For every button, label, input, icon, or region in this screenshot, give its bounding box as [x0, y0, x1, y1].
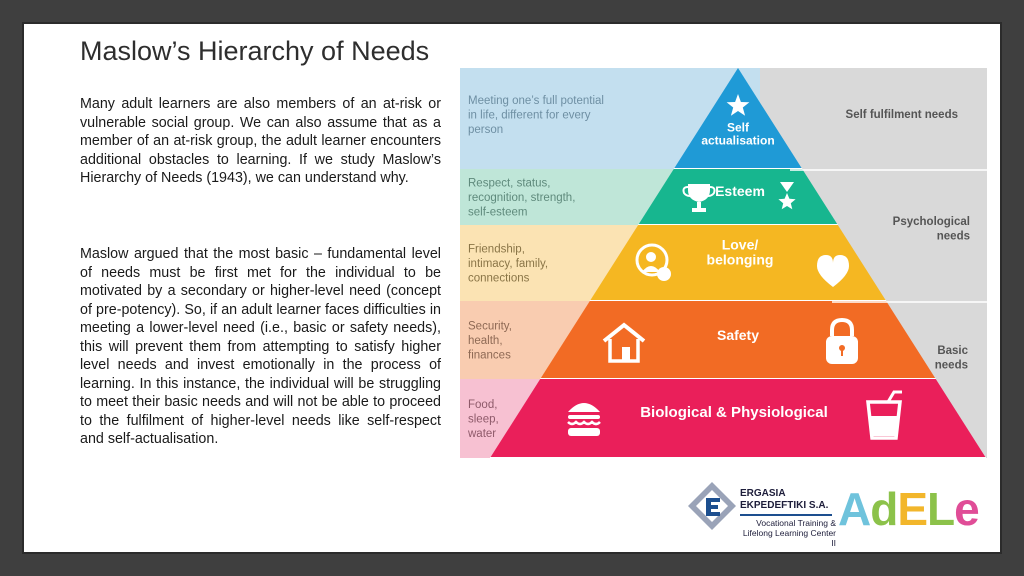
adele-logo: [838, 483, 979, 535]
needs-category: Self fulfilment needs: [845, 109, 958, 121]
adele-letter: d: [870, 483, 898, 535]
level-description: Security, health, finances: [468, 320, 512, 362]
adele-letter: E: [897, 483, 928, 535]
adele-letter: e: [954, 483, 979, 535]
needs-category: Psychological needs: [892, 216, 970, 243]
level-label: Biological & Physiological: [640, 404, 828, 421]
adele-letter: A: [838, 483, 871, 535]
ergasia-logo-icon: [686, 480, 738, 538]
ergasia-divider: [740, 514, 832, 516]
ergasia-name: ERGASIA EKPEDEFTIKI S.A.: [740, 488, 829, 511]
level-description: Food, sleep, water: [468, 398, 499, 440]
level-description: Friendship, intimacy, family, connections: [468, 243, 549, 285]
ergasia-subtitle: Vocational Training & Lifelong Learning Center II: [742, 518, 836, 548]
maslow-pyramid: [460, 68, 987, 458]
level-label: Love/ belonging: [706, 236, 774, 268]
level-label: Esteem: [715, 183, 765, 199]
level-description: Respect, status, recognition, strength, self-esteem: [468, 177, 576, 219]
level-description: Meeting one’s full potential in life, different for every person: [468, 95, 604, 136]
paragraph-intro: Many adult learners are also members of an at-risk or vulnerable social group. We can also assume that as a member of an at-risk group, the adult learner encounters additional obstacles to learning. If we study Maslow’s Hierarchy of Needs (1943), we can understand why.: [80, 96, 441, 186]
logos: [686, 476, 986, 548]
needs-category: Basic needs: [934, 345, 968, 372]
slide: [22, 22, 1002, 554]
paragraph-maslow: Maslow argued that the most basic – fundamental level of needs must be first met for the individual to be motivated by a secondary or higher-level need (concept of pre-potency). So, if an adult learner faces difficulties in meeting a lower-level need (i.e., basic or safety needs), this will prevent them from attempting to satisfy higher level needs and invest emotionally in the process of learning. In this instance, the individual will be struggling to meet their basic needs and will not be able to proceed to the fulfilment of higher-level needs like self-respect and self-actualisation.: [80, 246, 441, 447]
adele-letter: L: [927, 483, 955, 535]
page-title: Maslow’s Hierarchy of Needs: [80, 36, 430, 66]
level-label: Self actualisation: [701, 120, 775, 148]
maslow-infographic: [460, 68, 987, 458]
level-label: Safety: [716, 327, 760, 343]
